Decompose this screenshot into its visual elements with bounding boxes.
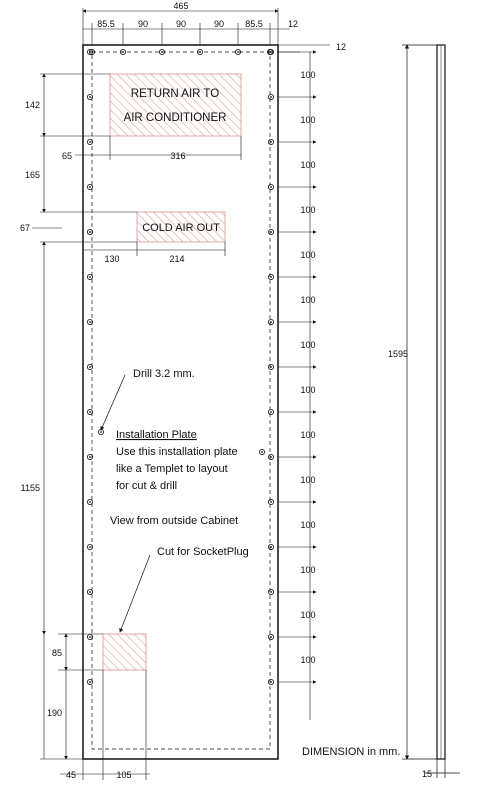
return-vent-label-line1: RETURN AIR TO [130, 88, 220, 100]
top-hole-3-center [161, 51, 163, 53]
left-hole-8-center [89, 366, 91, 368]
right-spacing-label-5: 100 [300, 250, 316, 260]
right-hole-15-center [270, 681, 272, 683]
left-hole-13-center [89, 591, 91, 593]
right-spacing-label-2: 100 [300, 115, 316, 125]
side-view-height-label: 1595 [387, 349, 409, 359]
right-hole-8-center [270, 366, 272, 368]
cold-left-label: 130 [104, 254, 120, 264]
return-height-label: 142 [24, 100, 40, 110]
right-hole-14-center [270, 636, 272, 638]
return-width-label: 316 [170, 151, 186, 161]
right-hole-7-center [270, 321, 272, 323]
cold-height-label: 67 [19, 223, 30, 233]
right-spacing-label-8: 100 [300, 385, 316, 395]
side-hole-center [261, 451, 263, 453]
return-left-label: 65 [61, 151, 72, 161]
return-vent-label-line2: AIR CONDITIONER [123, 112, 227, 124]
top-segment-2: 90 [137, 19, 149, 29]
right-hole-4-center [270, 186, 272, 188]
install-title: Installation Plate [116, 429, 197, 441]
top-segment-5: 85.5 [245, 19, 263, 29]
right-hole-2-center [270, 96, 272, 98]
return-air-vent-cutout [110, 74, 241, 136]
socket-leader-line [120, 555, 150, 632]
socket-note: Cut for SocketPlug [157, 546, 249, 558]
left-hole-4-center [89, 186, 91, 188]
right-spacing-label-7: 100 [300, 340, 316, 350]
to-socket-label: 1155 [20, 483, 40, 493]
top-offset-label: 12 [336, 42, 347, 52]
cold-width-label: 214 [169, 254, 185, 264]
right-spacing-label-13: 100 [300, 610, 316, 620]
right-spacing-label-14: 100 [300, 655, 316, 665]
right-spacing-label-4: 100 [300, 205, 316, 215]
right-hole-11-center [270, 501, 272, 503]
right-offset-label: 12 [287, 19, 299, 29]
overall-width-label: 465 [173, 1, 189, 11]
right-hole-5-center [270, 231, 272, 233]
right-hole-10-center [270, 456, 272, 458]
top-segment-3: 90 [175, 19, 187, 29]
side-view-depth-label: 15 [421, 769, 432, 779]
top-hole-4-center [199, 51, 201, 53]
left-hole-3-center [89, 141, 91, 143]
right-hole-9-center [270, 411, 272, 413]
right-spacing-label-10: 100 [300, 475, 316, 485]
right-spacing-label-11: 100 [300, 520, 316, 530]
drill-hole-center [100, 431, 102, 433]
left-hole-14-center [89, 636, 91, 638]
right-spacing-label-9: 100 [300, 430, 316, 440]
top-hole-5-center [237, 51, 239, 53]
right-hole-13-center [270, 591, 272, 593]
left-dimension-lines [32, 74, 241, 780]
left-hole-15-center [89, 681, 91, 683]
socket-from-bottom-label: 190 [46, 708, 62, 718]
socket-height-label: 85 [51, 648, 62, 658]
right-spacing-label-3: 100 [300, 160, 316, 170]
drill-leader-line [101, 375, 125, 430]
left-hole-9-center [89, 411, 91, 413]
top-segment-4: 90 [213, 19, 225, 29]
left-hole-2-center [89, 96, 91, 98]
socket-plug-cutout [103, 634, 146, 670]
side-view [402, 45, 460, 778]
left-hole-6-center [89, 276, 91, 278]
right-hole-12-center [270, 546, 272, 548]
socket-width-label: 105 [116, 770, 132, 780]
socket-left-label: 45 [65, 770, 77, 780]
left-hole-1-center [89, 51, 91, 53]
left-hole-5-center [89, 231, 91, 233]
left-hole-11-center [89, 501, 91, 503]
top-segment-1: 85.5 [97, 19, 115, 29]
drill-note: Drill 3.2 mm. [133, 368, 195, 380]
left-hole-10-center [89, 456, 91, 458]
right-spacing-label-1: 100 [300, 70, 316, 80]
right-spacing-label-6: 100 [300, 295, 316, 305]
cold-vent-label: COLD AIR OUT [142, 222, 220, 234]
install-line1: Use this installation plate [116, 446, 238, 458]
install-line2: like a Templet to layout [116, 463, 228, 475]
right-hole-1-center [270, 51, 272, 53]
view-note: View from outside Cabinet [110, 515, 239, 527]
top-hole-2-center [122, 51, 124, 53]
left-hole-7-center [89, 321, 91, 323]
right-hole-3-center [270, 141, 272, 143]
install-line3: for cut & drill [116, 480, 178, 492]
right-spacing-label-12: 100 [300, 565, 316, 575]
right-hole-6-center [270, 276, 272, 278]
left-hole-12-center [89, 546, 91, 548]
mounting-holes [87, 49, 273, 684]
dimension-note: DIMENSION in mm. [302, 746, 401, 758]
gap-to-cold-label: 165 [24, 170, 40, 180]
